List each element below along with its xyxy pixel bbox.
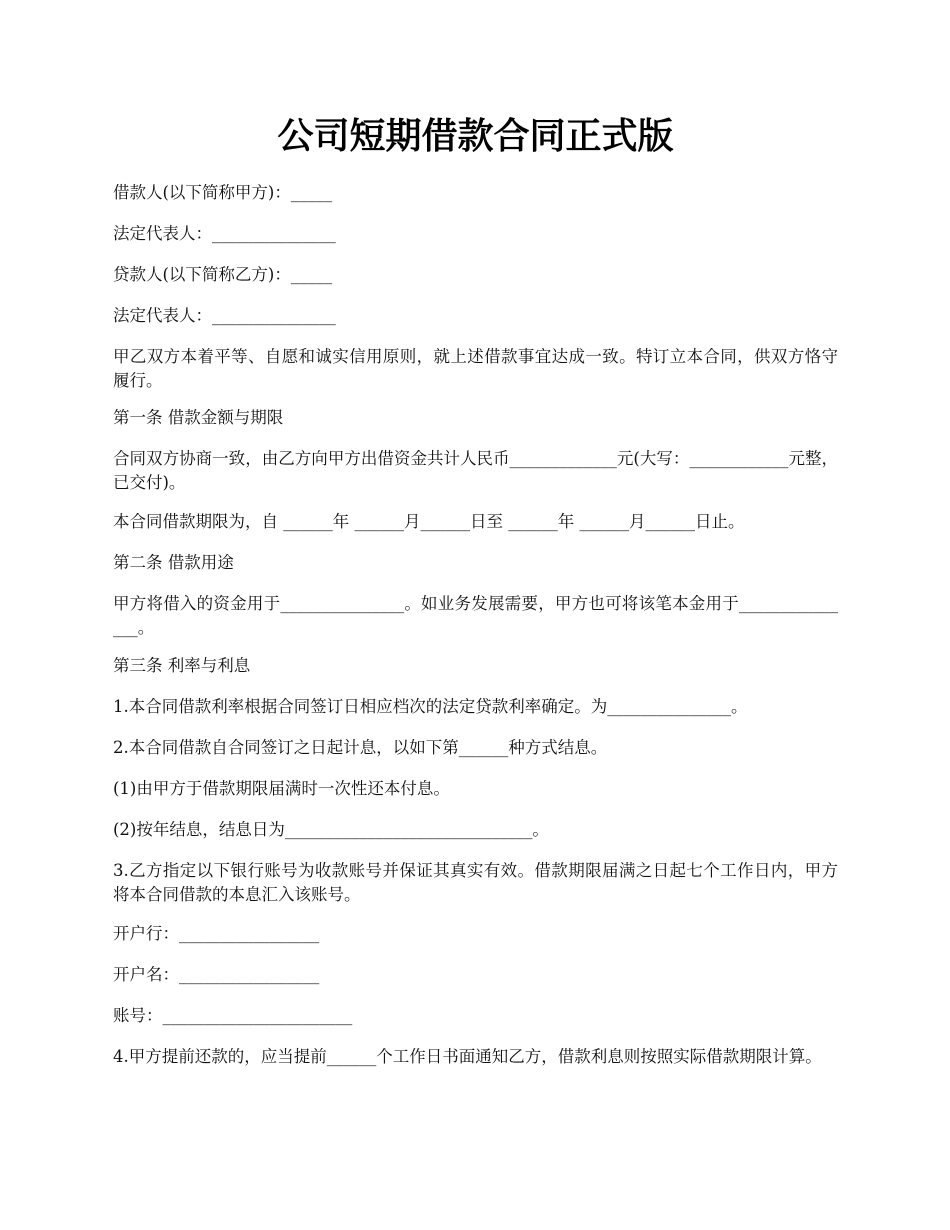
article-1-heading: 第一条 借款金额与期限 <box>113 408 284 427</box>
account-name-line: 开户名：_________________ <box>113 965 320 984</box>
loan-amount-paragraph: 合同双方协商一致，由乙方向甲方出借资金共计人民币_____________元(大写：____________元整，已交付)。 <box>113 449 838 492</box>
article-3-heading: 第三条 利率与利息 <box>113 656 251 675</box>
preamble-paragraph: 甲乙双方本着平等、自愿和诚实信用原则，就上述借款事宜达成一致。特订立本合同，供双方恪守履行。 <box>113 347 838 390</box>
lender-legal-rep-line: 法定代表人：_______________ <box>113 306 336 325</box>
early-repayment-clause: 4.甲方提前还款的，应当提前______个工作日书面通知乙方，借款利息则按照实际借款期限计算。 <box>113 1047 822 1066</box>
account-number-line: 账号：_______________________ <box>113 1006 353 1025</box>
interest-rate-clause: 1.本合同借款利率根据合同签订日相应档次的法定贷款利率确定。为_______________。 <box>113 697 748 716</box>
interest-calculation-clause: 2.本合同借款自合同签订之日起计息，以如下第______种方式结息。 <box>113 738 608 757</box>
repayment-option-2: (2)按年结息，结息日为______________________________。 <box>113 820 549 839</box>
document-title: 公司短期借款合同正式版 <box>277 115 674 157</box>
article-2-heading: 第二条 借款用途 <box>113 553 234 572</box>
lender-line: 贷款人(以下简称乙方)：_____ <box>113 265 333 284</box>
repayment-option-1: (1)由甲方于借款期限届满时一次性还本付息。 <box>113 779 450 798</box>
borrower-legal-rep-line: 法定代表人：_______________ <box>113 224 336 243</box>
loan-purpose-paragraph: 甲方将借入的资金用于_______________。如业务发展需要，甲方也可将该笔本金用于_______________。 <box>113 594 838 637</box>
borrower-line: 借款人(以下简称甲方)：_____ <box>113 183 333 202</box>
bank-name-line: 开户行：_________________ <box>113 924 320 943</box>
loan-term-paragraph: 本合同借款期限为，自 ______年 ______月______日至 ______年 ______月______日止。 <box>113 512 745 531</box>
bank-account-clause: 3.乙方指定以下银行账号为收款账号并保证其真实有效。借款期限届满之日起七个工作日内，甲方将本合同借款的本息汇入该账号。 <box>113 861 838 904</box>
